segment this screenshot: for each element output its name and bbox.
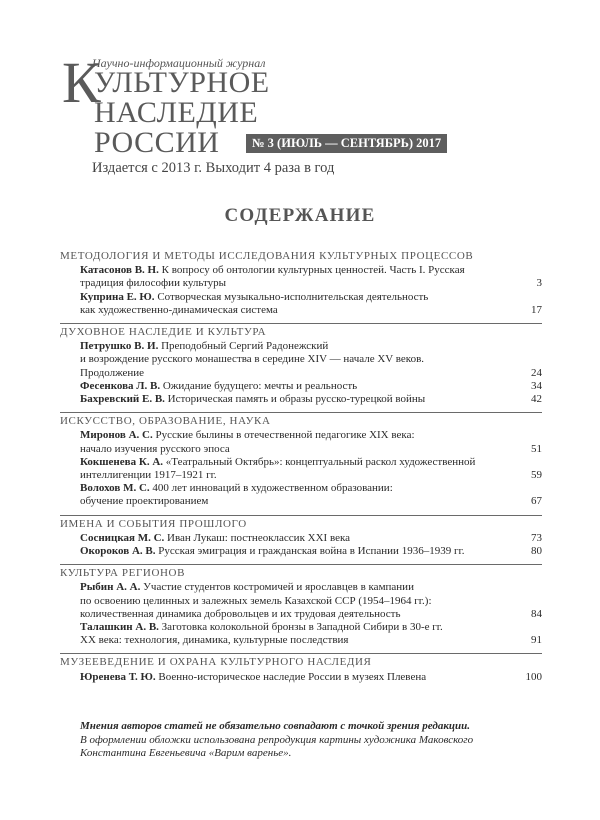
entry-page-number: 3 [536, 277, 542, 290]
entry-line [80, 277, 508, 290]
title-initial: К [62, 50, 101, 115]
entry-author: Куприна Е. Ю. [80, 290, 155, 303]
entry-title-text: Продолжение [80, 366, 145, 379]
entry-page-number: 73 [531, 531, 542, 544]
title-line-3: РОССИИ [94, 126, 220, 159]
entry-page-number: 42 [531, 393, 542, 406]
entry-author: Фесенкова Л. В. [80, 379, 161, 392]
entry-title-text: XX века: технология, динамика, культурные последствия [80, 634, 349, 647]
entry-line [80, 264, 508, 277]
journal-subtitle: Научно-информационный журнал [92, 56, 266, 70]
toc-entry[interactable] [60, 671, 542, 684]
entry-title-text: Русская эмиграция и гражданская война в Испании 1936–1939 гг. [158, 545, 465, 558]
entry-author: Бахревский Е. В. [80, 393, 165, 406]
toc-entry[interactable] [60, 456, 542, 482]
entry-title-text: «Театральный Октябрь»: концептуальный раскол художественной [165, 455, 476, 468]
entry-page-number: 84 [531, 607, 542, 620]
entry-author: Юренева Т. Ю. [80, 670, 156, 683]
entry-page-number: 80 [531, 545, 542, 558]
entry-line [80, 634, 508, 647]
entry-title-text: Преподобный Сергий Радонежский [161, 340, 329, 353]
entry-title-text: начало изучения русского эпоса [80, 442, 230, 455]
section-title: КУЛЬТУРА РЕГИОНОВ [60, 567, 186, 580]
cover-note-line-1: В оформлении обложки использована репродукция картины художника Маковского [80, 733, 474, 746]
table-of-contents [60, 248, 542, 690]
toc-section [60, 412, 542, 508]
entry-line [80, 621, 508, 634]
disclaimer-note: Мнения авторов статей не обязательно совпадают с точкой зрения редакции. [80, 720, 471, 732]
toc-entry[interactable] [60, 393, 542, 406]
toc-entry[interactable] [60, 545, 542, 558]
entry-line [80, 291, 508, 304]
section-title: ИСКУССТВО, ОБРАЗОВАНИЕ, НАУКА [60, 415, 271, 428]
section-title: ДУХОВНОЕ НАСЛЕДИЕ И КУЛЬТУРА [60, 326, 267, 339]
toc-entry[interactable] [60, 532, 542, 545]
entry-author: Волохов М. С. [80, 482, 150, 495]
entry-author: Рыбин А. А. [80, 581, 141, 594]
entry-line [80, 495, 508, 508]
entry-page-number: 67 [531, 495, 542, 508]
section-title: МУЗЕЕВЕДЕНИЕ И ОХРАНА КУЛЬТУРНОГО НАСЛЕДИЯ [60, 656, 372, 669]
toc-entry[interactable] [60, 621, 542, 647]
entry-title-text: и возрождение русского монашества в середине XIV — начале XV веков. [80, 353, 425, 366]
entry-title-text: Иван Лукаш: постнеоклассик XXI века [167, 531, 351, 544]
entry-page-number: 100 [525, 670, 542, 683]
entry-title-text: как художественно-динамическая система [80, 303, 278, 316]
entry-title-text: Русские былины в отечественной педагогике XIX века: [155, 429, 415, 442]
entry-line [80, 532, 508, 545]
publication-info: Издается с 2013 г. Выходит 4 раза в год [92, 160, 335, 176]
title-line-1: УЛЬТУРНОЕ [94, 66, 270, 99]
toc-section [60, 515, 542, 559]
toc-entry[interactable] [60, 340, 542, 380]
entry-title-text: количественная динамика добровольцев и их трудовая деятельность [80, 607, 401, 620]
entry-line [80, 545, 508, 558]
toc-entry[interactable] [60, 581, 542, 621]
entry-author: Сосницкая М. С. [80, 531, 165, 544]
entry-line [80, 443, 508, 456]
entry-line [80, 671, 508, 684]
entry-line [80, 482, 508, 495]
entry-title-text: обучение проектированием [80, 495, 209, 508]
toc-section [60, 564, 542, 647]
journal-header [62, 50, 542, 176]
entry-title-text: 400 лет инноваций в художественном образовании: [152, 482, 393, 495]
entry-title-text: Участие студентов костромичей и ярославцев в кампании [143, 581, 414, 594]
entry-line [80, 456, 508, 469]
entry-page-number: 34 [531, 379, 542, 392]
entry-title-text: Военно-историческое наследие России в музеях Плевена [158, 670, 427, 683]
toc-section [60, 653, 542, 683]
entry-page-number: 24 [531, 366, 542, 379]
title-line-2: НАСЛЕДИЕ [94, 96, 259, 129]
section-title: МЕТОДОЛОГИЯ И МЕТОДЫ ИССЛЕДОВАНИЯ КУЛЬТУРНЫХ ПРОЦЕССОВ [60, 250, 474, 262]
toc-entry[interactable] [60, 429, 542, 455]
toc-entry[interactable] [60, 482, 542, 508]
issue-badge: № 3 (ИЮЛЬ — СЕНТЯБРЬ) 2017 [246, 134, 447, 153]
entry-line [80, 353, 508, 366]
entry-page-number: 51 [531, 442, 542, 455]
entry-title-text: Заготовка колокольной бронзы в Западной Сибири в 30-е гг. [161, 621, 443, 634]
entry-author: Миронов А. С. [80, 429, 153, 442]
entry-title-text: Сотворческая музыкально-исполнительская деятельность [157, 290, 429, 303]
contents-title: СОДЕРЖАНИЕ [224, 205, 376, 226]
entry-line [80, 304, 508, 317]
toc-section [60, 323, 542, 406]
toc-entry[interactable] [60, 264, 542, 290]
entry-line [80, 340, 508, 353]
entry-line [80, 429, 508, 442]
entry-line [80, 393, 508, 406]
entry-page-number: 59 [531, 469, 542, 482]
cover-note-line-2: Константина Евгеньевича «Варим варенье». [80, 747, 292, 759]
entry-author: Окороков А. В. [80, 545, 156, 558]
entry-author: Кокшенева К. А. [80, 455, 164, 468]
editorial-notes [80, 720, 550, 761]
entry-line [80, 380, 508, 393]
entry-author: Петрушко В. И. [80, 340, 159, 353]
entry-title-text: Ожидание будущего: мечты и реальность [162, 379, 358, 392]
entry-line [80, 581, 508, 594]
entry-page-number: 17 [531, 303, 542, 316]
entry-title-text: Историческая память и образы русско-турецкой войны [167, 393, 426, 406]
toc-section [60, 248, 542, 317]
section-title: ИМЕНА И СОБЫТИЯ ПРОШЛОГО [60, 517, 247, 530]
entry-author: Талашкин А. В. [80, 621, 159, 634]
entry-line [80, 595, 508, 608]
entry-author: Катасонов В. Н. [80, 264, 159, 277]
entry-title-text: по освоению целинных и залежных земель Казахской ССР (1954–1964 гг.): [80, 594, 432, 607]
entry-title-text: традиция философии культуры [80, 277, 227, 290]
entry-title-text: интеллигенции 1917–1921 гг. [80, 469, 217, 482]
entry-line [80, 608, 508, 621]
entry-page-number: 91 [531, 634, 542, 647]
toc-entry[interactable] [60, 380, 542, 393]
entry-line [80, 367, 508, 380]
toc-entry[interactable] [60, 291, 542, 317]
entry-line [80, 469, 508, 482]
entry-title-text: К вопросу об онтологии культурных ценностей. Часть I. Русская [161, 264, 465, 277]
